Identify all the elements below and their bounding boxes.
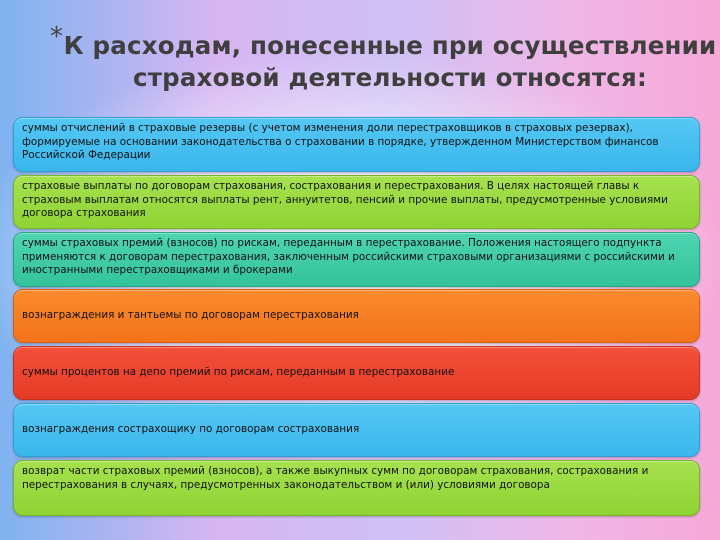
list-item-text: суммы отчислений в страховые резервы (с учетом изменения доли перестраховщиков в страховых резервах), формируемые на основании законодательства о страховании в порядке, утвержденном Министерством финансов Российской Федерации	[22, 122, 659, 161]
list-item-text: суммы страховых премий (взносов) по рискам, переданным в перестрахование. Положения настоящего подпункта применяются к договорам перестрахования, заключенным российскими страховыми организациями с российскими и иностранными перестраховщиками и брокерами	[22, 237, 675, 276]
list-item-coinsurer-fee	[13, 403, 700, 457]
list-item-text: вознаграждения и тантьемы по договорам перестрахования	[22, 309, 359, 322]
list-item-reserves	[13, 117, 700, 172]
list-item-text: страховые выплаты по договорам страхования, сострахования и перестрахования. В целях настоящей главы к страховым выплатам относятся выплаты рент, аннуитетов, пенсий и прочие выплаты, предусмотренные условиями договора страхования	[22, 180, 668, 219]
list-item-text: суммы процентов на депо премий по рискам, переданным в перестрахование	[22, 366, 455, 379]
list-item-reinsurance-premiums	[13, 232, 700, 287]
list-item-deposit-interest	[13, 346, 700, 400]
list-item-premium-refund	[13, 460, 700, 516]
list-item-text: вознаграждения сострахощику по договорам сострахования	[22, 423, 360, 436]
list-item-text: возврат части страховых премий (взносов), а также выкупных сумм по договорам страхования, сострахования и перестрахования в случаях, предусмотренных законодательством и (или) условиями договора	[22, 465, 649, 491]
slide-title: К расходам, понесенные при осуществлении страховой деятельности относятся:	[63, 31, 717, 92]
list-item-tantiemes	[13, 289, 700, 343]
list-item-insurance-payments	[13, 175, 700, 229]
title-bullet: *	[50, 22, 63, 52]
